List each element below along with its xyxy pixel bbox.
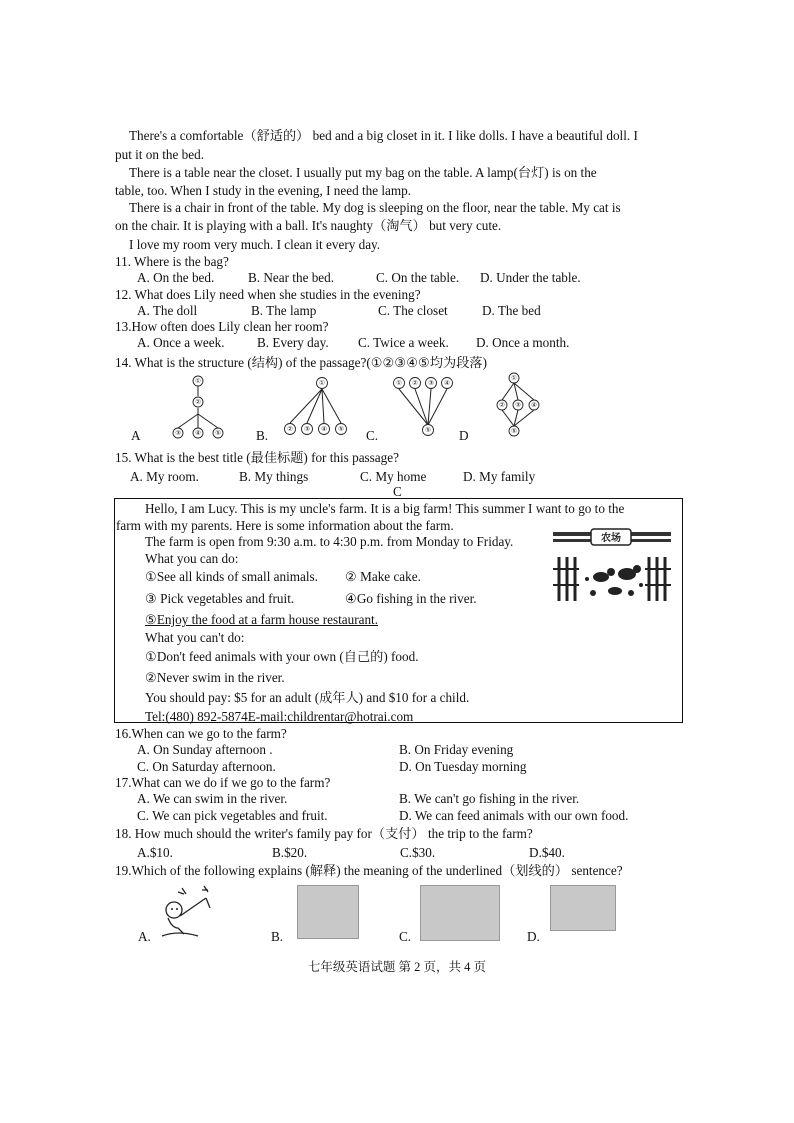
cant-do-item-2: ②Never swim in the river. [145, 670, 285, 685]
q17-option-c[interactable]: C. We can pick vegetables and fruit. [137, 808, 328, 823]
q13-option-d[interactable]: D. Once a month. [476, 335, 570, 350]
q13-option-b[interactable]: B. Every day. [257, 335, 329, 350]
para-2-label: ② [195, 398, 201, 406]
question-16-stem: 16.When can we go to the farm? [115, 726, 287, 741]
q14-option-c[interactable]: C. [366, 428, 379, 443]
eating-children-picture[interactable] [297, 885, 359, 939]
para-3-label: ③ [175, 429, 181, 437]
para-3-label: ③ [515, 401, 521, 409]
passage-line: There's a comfortable（舒适的） bed and a big closet in it. I like dolls. I have a beautiful doll. I [129, 128, 638, 143]
para-1-label: ① [319, 379, 325, 387]
question-17-stem: 17.What can we do if we go to the farm? [115, 775, 331, 790]
q11-option-a[interactable]: A. On the bed. [137, 270, 215, 285]
q15-option-a[interactable]: A. My room. [130, 469, 199, 484]
can-do-heading: What you can do: [145, 551, 239, 566]
section-c-label: C [393, 484, 402, 499]
q14-option-d[interactable]: D [459, 428, 469, 443]
q13-option-c[interactable]: C. Twice a week. [358, 335, 449, 350]
question-12-stem: 12. What does Lily need when she studies in the evening? [115, 287, 421, 302]
q19-option-c[interactable]: C. [399, 929, 412, 944]
question-13-stem: 13.How often does Lily clean her room? [115, 319, 329, 334]
q12-option-d[interactable]: D. The bed [482, 303, 541, 318]
q15-option-d[interactable]: D. My family [463, 469, 536, 484]
passage-line: I love my room very much. I clean it every day. [129, 237, 381, 252]
structure-diagram-a[interactable] [166, 373, 230, 441]
q15-option-b[interactable]: B. My things [239, 469, 309, 484]
q12-option-b[interactable]: B. The lamp [251, 303, 317, 318]
can-do-item-1: ①See all kinds of small animals. [145, 569, 318, 584]
structure-diagram-b[interactable] [280, 375, 352, 439]
q19-option-a[interactable]: A. [138, 929, 151, 944]
para-5-label: ⑤ [425, 426, 431, 434]
q11-option-b[interactable]: B. Near the bed. [248, 270, 335, 285]
para-5-label: ⑤ [215, 429, 221, 437]
para-1-label: ① [511, 374, 517, 382]
q12-option-c[interactable]: C. The closet [378, 303, 448, 318]
q18-option-c[interactable]: C.$30. [400, 845, 436, 860]
q17-option-d[interactable]: D. We can feed animals with our own food. [399, 808, 629, 823]
para-5-label: ⑤ [338, 425, 344, 433]
question-19-stem: 19.Which of the following explains (解释) the meaning of the underlined（划线的） sentence? [115, 863, 623, 878]
cant-do-heading: What you can't do: [145, 630, 245, 645]
fishing-child-picture[interactable] [158, 884, 218, 940]
para-4-label: ④ [444, 379, 450, 387]
price-info: You should pay: $5 for an adult (成年人) and $10 for a child. [145, 690, 470, 705]
q11-option-d[interactable]: D. Under the table. [480, 270, 581, 285]
contact-info: Tel:(480) 892-5874E-mail:childrentar@hotrai.com [145, 709, 414, 724]
para-3-label: ③ [428, 379, 434, 387]
can-do-item-4: ④Go fishing in the river. [345, 591, 477, 606]
q14-option-a[interactable]: A [131, 428, 141, 443]
can-do-item-2: ② Make cake. [345, 569, 421, 584]
passage-line: table, too. When I study in the evening, I need the lamp. [115, 183, 412, 198]
q17-option-b[interactable]: B. We can't go fishing in the river. [399, 791, 580, 806]
q18-option-a[interactable]: A.$10. [137, 845, 173, 860]
q17-option-a[interactable]: A. We can swim in the river. [137, 791, 288, 806]
q13-option-a[interactable]: A. Once a week. [137, 335, 225, 350]
q15-option-c[interactable]: C. My home [360, 469, 427, 484]
question-15-stem: 15. What is the best title (最佳标题) for this passage? [115, 450, 399, 465]
para-1-label: ① [396, 379, 402, 387]
passage-line: There is a table near the closet. I usually put my bag on the table. A lamp(台灯) is on the [129, 165, 597, 180]
structure-diagram-d[interactable] [492, 372, 542, 440]
q18-option-b[interactable]: B.$20. [272, 845, 308, 860]
passage-line: on the chair. It is playing with a ball. It's naughty（淘气） but very cute. [115, 218, 502, 233]
question-18-stem: 18. How much should the writer's family pay for（支付） the trip to the farm? [115, 826, 533, 841]
para-4-label: ④ [321, 425, 327, 433]
structure-diagram-c[interactable] [390, 375, 462, 439]
cant-do-item-1: ①Don't feed animals with your own (自己的) food. [145, 649, 419, 664]
farm-sign-illustration [553, 527, 671, 603]
q16-option-d[interactable]: D. On Tuesday morning [399, 759, 527, 774]
farm-scene-picture[interactable] [420, 885, 500, 941]
passage-line: There is a chair in front of the table. My dog is sleeping on the floor, near the table. My cat is [129, 200, 621, 215]
question-11-stem: 11. Where is the bag? [115, 254, 229, 269]
para-4-label: ④ [531, 401, 537, 409]
farm-intro-line: farm with my parents. Here is some information about the farm. [116, 518, 454, 533]
para-2-label: ② [499, 401, 505, 409]
page-footer: 七年级英语试题 第 2 页，共 4 页 [307, 960, 487, 974]
farm-hours: The farm is open from 9:30 a.m. to 4:30 p.m. from Monday to Friday. [145, 534, 514, 549]
q19-option-d[interactable]: D. [527, 929, 540, 944]
para-5-label: ⑤ [511, 427, 517, 435]
farm-intro-line: Hello, I am Lucy. This is my uncle's farm. It is a big farm! This summer I want to go to the [145, 501, 625, 516]
para-2-label: ② [287, 425, 293, 433]
q14-option-b[interactable]: B. [256, 428, 269, 443]
para-4-label: ④ [195, 429, 201, 437]
swimming-child-picture[interactable] [550, 885, 616, 931]
q18-option-d[interactable]: D.$40. [529, 845, 565, 860]
q16-option-a[interactable]: A. On Sunday afternoon . [137, 742, 273, 757]
para-2-label: ② [412, 379, 418, 387]
q16-option-c[interactable]: C. On Saturday afternoon. [137, 759, 276, 774]
passage-line: put it on the bed. [115, 147, 205, 162]
para-1-label: ① [195, 377, 201, 385]
can-do-item-5-underlined: ⑤Enjoy the food at a farm house restaurant. [145, 612, 379, 627]
q12-option-a[interactable]: A. The doll [137, 303, 198, 318]
q19-option-b[interactable]: B. [271, 929, 284, 944]
para-3-label: ③ [304, 425, 310, 433]
q11-option-c[interactable]: C. On the table. [376, 270, 460, 285]
question-14-stem: 14. What is the structure (结构) of the passage?(①②③④⑤均为段落) [115, 355, 487, 370]
q16-option-b[interactable]: B. On Friday evening [399, 742, 514, 757]
can-do-item-3: ③ Pick vegetables and fruit. [145, 591, 295, 606]
farm-sign-text: 农场 [601, 533, 621, 544]
